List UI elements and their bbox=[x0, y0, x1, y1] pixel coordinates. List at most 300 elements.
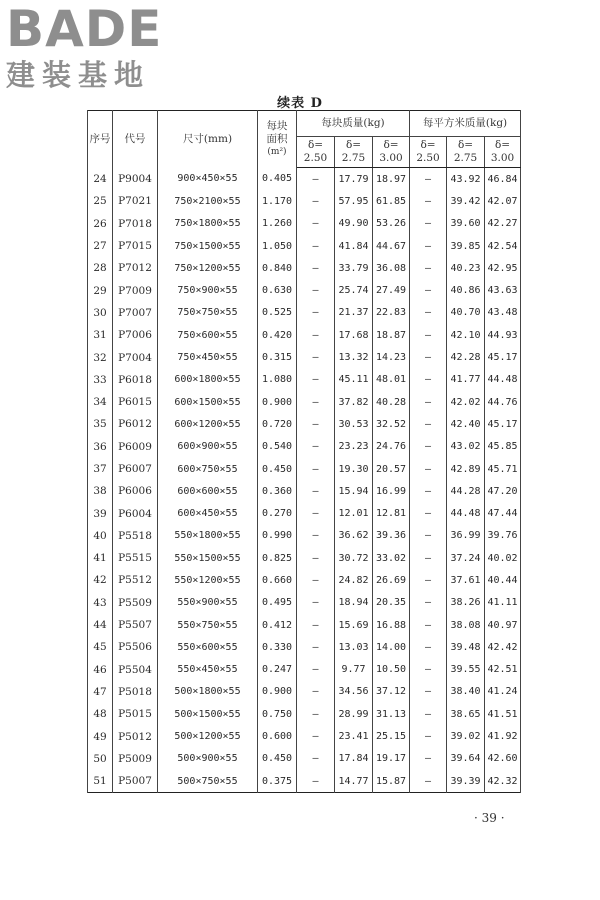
cell-sqm-275: 39.85 bbox=[447, 235, 485, 257]
cell-sqm-250: — bbox=[410, 681, 447, 703]
cell-block-250: — bbox=[297, 592, 335, 614]
cell-code: P7021 bbox=[113, 190, 158, 212]
cell-block-275: 34.56 bbox=[335, 681, 373, 703]
cell-block-300: 40.28 bbox=[373, 391, 410, 413]
cell-size: 600×1200×55 bbox=[158, 413, 258, 435]
cell-sqm-300: 42.42 bbox=[485, 636, 521, 658]
cell-block-275: 17.79 bbox=[335, 168, 373, 191]
cell-area: 0.247 bbox=[258, 659, 297, 681]
cell-sqm-300: 43.63 bbox=[485, 279, 521, 301]
header-mass-per-sqm: 每平方米质量(kg) bbox=[410, 111, 521, 137]
cell-size: 550×1800×55 bbox=[158, 525, 258, 547]
cell-sqm-275: 41.77 bbox=[447, 369, 485, 391]
cell-block-300: 14.00 bbox=[373, 636, 410, 658]
cell-area: 0.990 bbox=[258, 525, 297, 547]
table-row bbox=[88, 458, 521, 480]
table-row bbox=[88, 213, 521, 235]
cell-no: 36 bbox=[88, 436, 113, 458]
cell-block-300: 44.67 bbox=[373, 235, 410, 257]
cell-area: 0.540 bbox=[258, 436, 297, 458]
cell-sqm-300: 45.71 bbox=[485, 458, 521, 480]
cell-size: 750×2100×55 bbox=[158, 190, 258, 212]
cell-sqm-250: — bbox=[410, 346, 447, 368]
cell-code: P5506 bbox=[113, 636, 158, 658]
cell-code: P5012 bbox=[113, 725, 158, 747]
cell-area: 0.840 bbox=[258, 257, 297, 279]
cell-block-250: — bbox=[297, 302, 335, 324]
cell-block-250: — bbox=[297, 324, 335, 346]
cell-no: 49 bbox=[88, 725, 113, 747]
cell-code: P6012 bbox=[113, 413, 158, 435]
cell-block-275: 45.11 bbox=[335, 369, 373, 391]
cell-block-275: 30.53 bbox=[335, 413, 373, 435]
cell-sqm-250: — bbox=[410, 502, 447, 524]
cell-area: 0.450 bbox=[258, 458, 297, 480]
cell-area: 0.900 bbox=[258, 681, 297, 703]
table-title: 续表 D bbox=[277, 96, 323, 111]
table-row bbox=[88, 391, 521, 413]
header-sqm-delta-300: δ= 3.00 bbox=[485, 137, 521, 168]
table-body bbox=[88, 168, 521, 793]
table-row bbox=[88, 324, 521, 346]
cell-sqm-275: 38.40 bbox=[447, 681, 485, 703]
cell-block-300: 20.57 bbox=[373, 458, 410, 480]
cell-sqm-275: 36.99 bbox=[447, 525, 485, 547]
cell-block-250: — bbox=[297, 725, 335, 747]
cell-block-250: — bbox=[297, 636, 335, 658]
cell-area: 0.405 bbox=[258, 168, 297, 191]
cell-sqm-300: 41.24 bbox=[485, 681, 521, 703]
cell-block-275: 57.95 bbox=[335, 190, 373, 212]
cell-no: 29 bbox=[88, 279, 113, 301]
cell-sqm-300: 44.76 bbox=[485, 391, 521, 413]
cell-sqm-250: — bbox=[410, 569, 447, 591]
cell-sqm-275: 39.60 bbox=[447, 213, 485, 235]
cell-sqm-300: 47.20 bbox=[485, 480, 521, 502]
cell-no: 47 bbox=[88, 681, 113, 703]
cell-code: P7018 bbox=[113, 213, 158, 235]
cell-area: 0.750 bbox=[258, 703, 297, 725]
cell-block-275: 19.30 bbox=[335, 458, 373, 480]
cell-code: P6018 bbox=[113, 369, 158, 391]
header-no: 序号 bbox=[88, 111, 113, 168]
cell-block-275: 23.23 bbox=[335, 436, 373, 458]
cell-sqm-300: 45.85 bbox=[485, 436, 521, 458]
cell-sqm-275: 42.89 bbox=[447, 458, 485, 480]
cell-code: P5009 bbox=[113, 748, 158, 770]
cell-no: 42 bbox=[88, 569, 113, 591]
cell-block-250: — bbox=[297, 279, 335, 301]
cell-sqm-300: 44.93 bbox=[485, 324, 521, 346]
cell-code: P6004 bbox=[113, 502, 158, 524]
table-row bbox=[88, 569, 521, 591]
cell-block-275: 15.94 bbox=[335, 480, 373, 502]
cell-no: 50 bbox=[88, 748, 113, 770]
header-sqm-delta-275: δ= 2.75 bbox=[447, 137, 485, 168]
cell-area: 1.170 bbox=[258, 190, 297, 212]
table-row bbox=[88, 725, 521, 747]
cell-block-300: 39.36 bbox=[373, 525, 410, 547]
cell-size: 750×1800×55 bbox=[158, 213, 258, 235]
cell-size: 750×750×55 bbox=[158, 302, 258, 324]
cell-block-300: 37.12 bbox=[373, 681, 410, 703]
cell-sqm-300: 41.51 bbox=[485, 703, 521, 725]
cell-area: 1.080 bbox=[258, 369, 297, 391]
cell-block-250: — bbox=[297, 480, 335, 502]
cell-sqm-250: — bbox=[410, 480, 447, 502]
cell-block-250: — bbox=[297, 413, 335, 435]
cell-sqm-275: 44.28 bbox=[447, 480, 485, 502]
cell-no: 32 bbox=[88, 346, 113, 368]
cell-block-300: 10.50 bbox=[373, 659, 410, 681]
cell-size: 600×1800×55 bbox=[158, 369, 258, 391]
cell-area: 1.260 bbox=[258, 213, 297, 235]
cell-sqm-275: 39.42 bbox=[447, 190, 485, 212]
logo-brand: BADE bbox=[6, 0, 163, 58]
cell-code: P7012 bbox=[113, 257, 158, 279]
cell-block-250: — bbox=[297, 681, 335, 703]
cell-no: 28 bbox=[88, 257, 113, 279]
cell-no: 30 bbox=[88, 302, 113, 324]
cell-code: P6006 bbox=[113, 480, 158, 502]
cell-code: P7006 bbox=[113, 324, 158, 346]
cell-sqm-300: 45.17 bbox=[485, 346, 521, 368]
cell-area: 0.630 bbox=[258, 279, 297, 301]
data-table bbox=[87, 110, 521, 793]
cell-code: P5018 bbox=[113, 681, 158, 703]
cell-block-275: 14.77 bbox=[335, 770, 373, 793]
cell-block-300: 22.83 bbox=[373, 302, 410, 324]
table-row bbox=[88, 436, 521, 458]
cell-sqm-250: — bbox=[410, 279, 447, 301]
cell-block-275: 37.82 bbox=[335, 391, 373, 413]
cell-block-250: — bbox=[297, 569, 335, 591]
cell-sqm-275: 42.10 bbox=[447, 324, 485, 346]
cell-sqm-275: 38.26 bbox=[447, 592, 485, 614]
cell-code: P5015 bbox=[113, 703, 158, 725]
cell-sqm-250: — bbox=[410, 324, 447, 346]
cell-block-250: — bbox=[297, 346, 335, 368]
cell-sqm-250: — bbox=[410, 458, 447, 480]
cell-area: 0.900 bbox=[258, 391, 297, 413]
cell-no: 27 bbox=[88, 235, 113, 257]
cell-sqm-275: 40.23 bbox=[447, 257, 485, 279]
cell-block-275: 21.37 bbox=[335, 302, 373, 324]
cell-size: 550×750×55 bbox=[158, 614, 258, 636]
cell-block-300: 33.02 bbox=[373, 547, 410, 569]
cell-sqm-275: 38.08 bbox=[447, 614, 485, 636]
header-area-line2: 面积 bbox=[266, 132, 288, 145]
cell-no: 48 bbox=[88, 703, 113, 725]
cell-sqm-275: 43.92 bbox=[447, 168, 485, 191]
cell-sqm-275: 40.70 bbox=[447, 302, 485, 324]
cell-no: 31 bbox=[88, 324, 113, 346]
cell-no: 46 bbox=[88, 659, 113, 681]
cell-block-250: — bbox=[297, 257, 335, 279]
cell-sqm-250: — bbox=[410, 636, 447, 658]
cell-block-275: 17.84 bbox=[335, 748, 373, 770]
cell-sqm-275: 37.61 bbox=[447, 569, 485, 591]
cell-block-250: — bbox=[297, 703, 335, 725]
cell-sqm-300: 41.11 bbox=[485, 592, 521, 614]
cell-block-300: 15.87 bbox=[373, 770, 410, 793]
page-number: · 39 · bbox=[474, 811, 505, 825]
cell-block-275: 13.32 bbox=[335, 346, 373, 368]
cell-sqm-250: — bbox=[410, 770, 447, 793]
cell-sqm-250: — bbox=[410, 391, 447, 413]
cell-no: 26 bbox=[88, 213, 113, 235]
cell-sqm-275: 43.02 bbox=[447, 436, 485, 458]
cell-sqm-250: — bbox=[410, 614, 447, 636]
cell-size: 500×750×55 bbox=[158, 770, 258, 793]
cell-size: 550×450×55 bbox=[158, 659, 258, 681]
cell-block-250: — bbox=[297, 659, 335, 681]
cell-no: 38 bbox=[88, 480, 113, 502]
cell-block-275: 24.82 bbox=[335, 569, 373, 591]
header-block-delta-250: δ= 2.50 bbox=[297, 137, 335, 168]
table-row bbox=[88, 614, 521, 636]
table-row bbox=[88, 525, 521, 547]
cell-code: P5515 bbox=[113, 547, 158, 569]
table-row bbox=[88, 502, 521, 524]
cell-no: 43 bbox=[88, 592, 113, 614]
cell-size: 750×600×55 bbox=[158, 324, 258, 346]
table-row bbox=[88, 413, 521, 435]
cell-sqm-300: 45.17 bbox=[485, 413, 521, 435]
cell-sqm-250: — bbox=[410, 703, 447, 725]
cell-block-250: — bbox=[297, 547, 335, 569]
cell-sqm-250: — bbox=[410, 525, 447, 547]
cell-no: 37 bbox=[88, 458, 113, 480]
cell-block-275: 18.94 bbox=[335, 592, 373, 614]
cell-block-300: 26.69 bbox=[373, 569, 410, 591]
cell-block-300: 16.99 bbox=[373, 480, 410, 502]
table-row bbox=[88, 279, 521, 301]
cell-block-250: — bbox=[297, 614, 335, 636]
cell-block-250: — bbox=[297, 458, 335, 480]
cell-code: P5504 bbox=[113, 659, 158, 681]
cell-block-275: 36.62 bbox=[335, 525, 373, 547]
cell-no: 41 bbox=[88, 547, 113, 569]
cell-block-250: — bbox=[297, 235, 335, 257]
header-area-line3: (m²) bbox=[267, 146, 287, 157]
header-code: 代号 bbox=[113, 111, 158, 168]
cell-size: 750×1500×55 bbox=[158, 235, 258, 257]
cell-area: 0.412 bbox=[258, 614, 297, 636]
cell-block-250: — bbox=[297, 770, 335, 793]
cell-code: P7015 bbox=[113, 235, 158, 257]
bade-logo bbox=[6, 0, 163, 92]
table-row bbox=[88, 636, 521, 658]
cell-area: 0.525 bbox=[258, 302, 297, 324]
table-row bbox=[88, 302, 521, 324]
cell-area: 0.270 bbox=[258, 502, 297, 524]
cell-sqm-250: — bbox=[410, 302, 447, 324]
cell-block-300: 18.87 bbox=[373, 324, 410, 346]
cell-block-300: 48.01 bbox=[373, 369, 410, 391]
cell-sqm-275: 42.02 bbox=[447, 391, 485, 413]
cell-size: 500×1500×55 bbox=[158, 703, 258, 725]
cell-area: 0.360 bbox=[258, 480, 297, 502]
cell-sqm-300: 40.44 bbox=[485, 569, 521, 591]
cell-sqm-250: — bbox=[410, 213, 447, 235]
table-row bbox=[88, 748, 521, 770]
header-mass-per-block: 每块质量(kg) bbox=[297, 111, 410, 137]
logo-subtitle: 建装基地 bbox=[6, 58, 151, 92]
cell-block-300: 61.85 bbox=[373, 190, 410, 212]
cell-size: 600×900×55 bbox=[158, 436, 258, 458]
cell-sqm-250: — bbox=[410, 748, 447, 770]
table-row bbox=[88, 480, 521, 502]
cell-block-275: 15.69 bbox=[335, 614, 373, 636]
cell-block-250: — bbox=[297, 502, 335, 524]
cell-block-300: 36.08 bbox=[373, 257, 410, 279]
cell-size: 550×1200×55 bbox=[158, 569, 258, 591]
cell-code: P6015 bbox=[113, 391, 158, 413]
cell-sqm-300: 46.84 bbox=[485, 168, 521, 191]
cell-size: 550×1500×55 bbox=[158, 547, 258, 569]
cell-block-275: 30.72 bbox=[335, 547, 373, 569]
cell-size: 600×750×55 bbox=[158, 458, 258, 480]
cell-code: P6009 bbox=[113, 436, 158, 458]
cell-sqm-300: 42.27 bbox=[485, 213, 521, 235]
cell-sqm-300: 42.95 bbox=[485, 257, 521, 279]
cell-block-300: 18.97 bbox=[373, 168, 410, 191]
table-row bbox=[88, 770, 521, 793]
cell-block-300: 27.49 bbox=[373, 279, 410, 301]
cell-code: P5507 bbox=[113, 614, 158, 636]
header-area-line1: 每块 bbox=[266, 119, 288, 132]
cell-area: 0.450 bbox=[258, 748, 297, 770]
cell-code: P5509 bbox=[113, 592, 158, 614]
cell-sqm-300: 43.48 bbox=[485, 302, 521, 324]
table-row bbox=[88, 168, 521, 191]
cell-code: P5512 bbox=[113, 569, 158, 591]
cell-sqm-300: 42.32 bbox=[485, 770, 521, 793]
cell-code: P5518 bbox=[113, 525, 158, 547]
cell-code: P5007 bbox=[113, 770, 158, 793]
cell-block-300: 31.13 bbox=[373, 703, 410, 725]
cell-sqm-275: 40.86 bbox=[447, 279, 485, 301]
cell-no: 34 bbox=[88, 391, 113, 413]
cell-area: 0.825 bbox=[258, 547, 297, 569]
cell-no: 45 bbox=[88, 636, 113, 658]
cell-code: P7009 bbox=[113, 279, 158, 301]
cell-area: 0.315 bbox=[258, 346, 297, 368]
header-area bbox=[258, 111, 297, 168]
cell-sqm-275: 37.24 bbox=[447, 547, 485, 569]
cell-sqm-250: — bbox=[410, 592, 447, 614]
header-sqm-delta-250: δ= 2.50 bbox=[410, 137, 447, 168]
cell-size: 600×1500×55 bbox=[158, 391, 258, 413]
cell-block-250: — bbox=[297, 369, 335, 391]
table-row bbox=[88, 659, 521, 681]
cell-size: 550×600×55 bbox=[158, 636, 258, 658]
cell-no: 35 bbox=[88, 413, 113, 435]
cell-code: P7004 bbox=[113, 346, 158, 368]
cell-block-250: — bbox=[297, 525, 335, 547]
cell-sqm-300: 39.76 bbox=[485, 525, 521, 547]
table-row bbox=[88, 257, 521, 279]
cell-area: 0.495 bbox=[258, 592, 297, 614]
table-row bbox=[88, 235, 521, 257]
cell-sqm-300: 42.07 bbox=[485, 190, 521, 212]
cell-block-275: 28.99 bbox=[335, 703, 373, 725]
cell-block-250: — bbox=[297, 190, 335, 212]
cell-block-275: 49.90 bbox=[335, 213, 373, 235]
cell-block-275: 12.01 bbox=[335, 502, 373, 524]
cell-no: 33 bbox=[88, 369, 113, 391]
cell-sqm-250: — bbox=[410, 168, 447, 191]
cell-sqm-300: 47.44 bbox=[485, 502, 521, 524]
cell-sqm-300: 41.92 bbox=[485, 725, 521, 747]
cell-block-250: — bbox=[297, 213, 335, 235]
cell-block-300: 24.76 bbox=[373, 436, 410, 458]
cell-sqm-300: 44.48 bbox=[485, 369, 521, 391]
cell-no: 25 bbox=[88, 190, 113, 212]
cell-code: P9004 bbox=[113, 168, 158, 191]
cell-area: 0.720 bbox=[258, 413, 297, 435]
cell-code: P6007 bbox=[113, 458, 158, 480]
cell-size: 500×900×55 bbox=[158, 748, 258, 770]
cell-sqm-300: 40.97 bbox=[485, 614, 521, 636]
cell-block-300: 20.35 bbox=[373, 592, 410, 614]
cell-block-250: — bbox=[297, 436, 335, 458]
cell-block-275: 9.77 bbox=[335, 659, 373, 681]
header-block-delta-275: δ= 2.75 bbox=[335, 137, 373, 168]
table-row bbox=[88, 681, 521, 703]
cell-sqm-250: — bbox=[410, 547, 447, 569]
cell-block-300: 19.17 bbox=[373, 748, 410, 770]
cell-sqm-250: — bbox=[410, 725, 447, 747]
cell-sqm-250: — bbox=[410, 369, 447, 391]
cell-size: 600×450×55 bbox=[158, 502, 258, 524]
cell-no: 51 bbox=[88, 770, 113, 793]
cell-sqm-300: 40.02 bbox=[485, 547, 521, 569]
table-row bbox=[88, 369, 521, 391]
cell-block-250: — bbox=[297, 391, 335, 413]
cell-block-275: 41.84 bbox=[335, 235, 373, 257]
cell-sqm-250: — bbox=[410, 436, 447, 458]
cell-sqm-275: 39.55 bbox=[447, 659, 485, 681]
cell-size: 750×450×55 bbox=[158, 346, 258, 368]
cell-sqm-275: 39.64 bbox=[447, 748, 485, 770]
header-block-delta-300: δ= 3.00 bbox=[373, 137, 410, 168]
cell-sqm-275: 42.40 bbox=[447, 413, 485, 435]
cell-block-275: 17.68 bbox=[335, 324, 373, 346]
cell-block-275: 33.79 bbox=[335, 257, 373, 279]
cell-area: 0.330 bbox=[258, 636, 297, 658]
cell-block-275: 23.41 bbox=[335, 725, 373, 747]
cell-block-300: 53.26 bbox=[373, 213, 410, 235]
cell-block-300: 32.52 bbox=[373, 413, 410, 435]
cell-sqm-300: 42.51 bbox=[485, 659, 521, 681]
table-row bbox=[88, 592, 521, 614]
cell-area: 0.375 bbox=[258, 770, 297, 793]
cell-sqm-275: 42.28 bbox=[447, 346, 485, 368]
table-row bbox=[88, 547, 521, 569]
cell-size: 900×450×55 bbox=[158, 168, 258, 191]
cell-sqm-275: 38.65 bbox=[447, 703, 485, 725]
cell-size: 550×900×55 bbox=[158, 592, 258, 614]
cell-block-300: 14.23 bbox=[373, 346, 410, 368]
cell-sqm-250: — bbox=[410, 235, 447, 257]
header-size: 尺寸(mm) bbox=[158, 111, 258, 168]
cell-no: 44 bbox=[88, 614, 113, 636]
cell-size: 750×900×55 bbox=[158, 279, 258, 301]
cell-sqm-300: 42.60 bbox=[485, 748, 521, 770]
cell-sqm-250: — bbox=[410, 659, 447, 681]
